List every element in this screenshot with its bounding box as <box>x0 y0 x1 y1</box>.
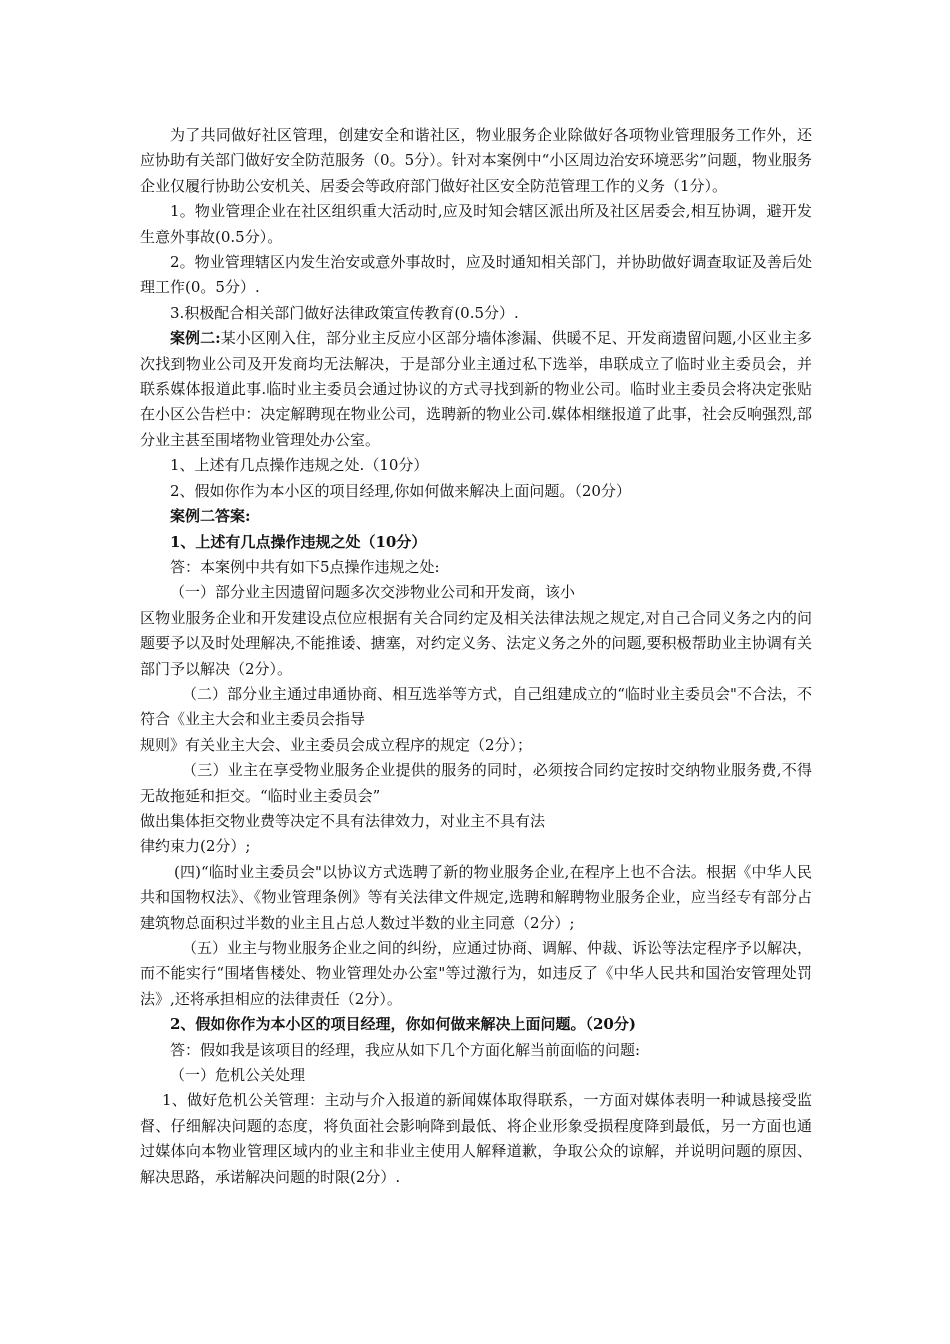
answer-1-point-2-cont: 规则》有关业主大会、业主委员会成立程序的规定（2分）； <box>140 735 533 754</box>
case-two-label: 案例二: <box>170 329 221 348</box>
paragraph-item-2: 2。物业管理辖区内发生治安或意外事故时，应及时通知相关部门，并协助做好调查取证及善后处理工作(0。5分）. <box>140 253 812 297</box>
answer-1-point-3-cont: 做出集体拒交物业费等决定不具有法律效力，对业主不具有法 <box>140 811 546 830</box>
document-body <box>140 123 812 1190</box>
paragraph-intro: 为了共同做好社区管理，创建安全和谐社区，物业服务企业除做好各项物业管理服务工作外，还应协助有关部门做好安全防范服务（0。5分）。针对本案例中“小区周边治安环境恶劣”问题，物业服务企业仅履行协助公安机关、居委会等政府部门做好社区安全防范管理工作的义务（1分）。 <box>140 126 812 195</box>
paragraph-item-3: 3.积极配合相关部门做好法律政策宣传教育(0.5分）. <box>170 303 519 322</box>
answer-2-intro: 答：假如我是该项目的经理，我应从如下几个方面化解当前面临的问题: <box>170 1040 641 1059</box>
answer-1-point-3-end: 律约束力(2分）; <box>140 837 251 856</box>
answer-1-point-5: （五）业主与物业服务企业之间的纠纷，应通过协商、调解、仲裁、诉讼等法定程序予以解决，而不能实行“围堵售楼处、物业管理处办公室"等过激行为，如违反了《中华人民共和国治安管理处罚法》,还将承担相应的法律责任（2分）。 <box>140 939 813 1008</box>
paragraph-item-1: 1。物业管理企业在社区组织重大活动时,应及时知会辖区派出所及社区居委会,相互协调，避开发生意外事故(0.5分）。 <box>140 202 812 246</box>
answer-2-section-1-heading: （一）危机公关处理 <box>170 1066 306 1085</box>
question-1: 1、上述有几点操作违规之处.（10分） <box>170 456 429 475</box>
answer-1-point-3-start: （三）业主在享受物业服务企业提供的服务的同时，必须按合同约定按时交纳物业服务费,不得无故拖延和拒交。“临时业主委员会” <box>140 761 812 805</box>
answer-2-section-1-item-1: 1、做好危机公关管理：主动与介入报道的新闻媒体取得联系，一方面对媒体表明一种诚恳接受监督、仔细解决问题的态度，将负面社会影响降到最低、将企业形象受损程度降到最低，另一方面也通过媒体向本物业管理区域内的业主和非业主使用人解释道歉，争取公众的谅解，并说明问题的原因、解决思路，承诺解决问题的时限(2分）. <box>140 1091 812 1186</box>
case-two-body: 某小区刚入住，部分业主反应小区部分墙体渗漏、供暖不足、开发商遗留问题,小区业主多次找到物业公司及开发商均无法解决，于是部分业主通过私下选举，串联成立了临时业主委员会，并联系媒体报道此事.临时业主委员会通过协议的方式寻找到新的物业公司。临时业主委员会将决定张贴在小区公告栏中：决定解聘现在物业公司，选聘新的物业公司.媒体相继报道了此事，社会反响强烈,部分业主甚至围堵物业管理处办公室。 <box>140 329 812 449</box>
answer-heading: 案例二答案: <box>170 507 251 526</box>
answer-1-point-2-start: （二）部分业主通过串通协商、相互选举等方式，自己组建成立的“临时业主委员会"不合法，不符合《业主大会和业主委员会指导 <box>140 684 812 729</box>
answer-2-heading: 2、假如你作为本小区的项目经理，你如何做来解决上面问题。（20分) <box>170 1015 636 1034</box>
question-2: 2、假如你作为本小区的项目经理,你如何做来解决上面问题。（20分） <box>170 481 631 500</box>
answer-1-point-1-start: （一）部分业主因遗留问题多次交涉物业公司和开发商，该小 <box>170 583 576 602</box>
answer-1-point-1-cont: 区物业服务企业和开发建设点位应根据有关合同约定及相关法律法规之规定,对自己合同义务之内的问题要予以及时处理解决,不能推诿、搪塞，对约定义务、法定义务之外的问题,要积极帮助业主协调有关部门予以解决（2分）。 <box>140 608 812 678</box>
answer-1-point-4: (四)“临时业主委员会"以协议方式选聘了新的物业服务企业,在程序上也不合法。根据《中华人民共和国物权法》、《物业管理条例》等有关法律文件规定,选聘和解聘物业服务企业，应当经专有部分占建筑物总面积过半数的业主且占总人数过半数的业主同意（2分）; <box>140 862 812 932</box>
answer-1-heading: 1、上述有几点操作违规之处（10分） <box>170 532 427 551</box>
paragraph-case-two <box>140 326 812 453</box>
answer-1-intro: 答：本案例中共有如下5点操作违规之处: <box>170 557 440 576</box>
